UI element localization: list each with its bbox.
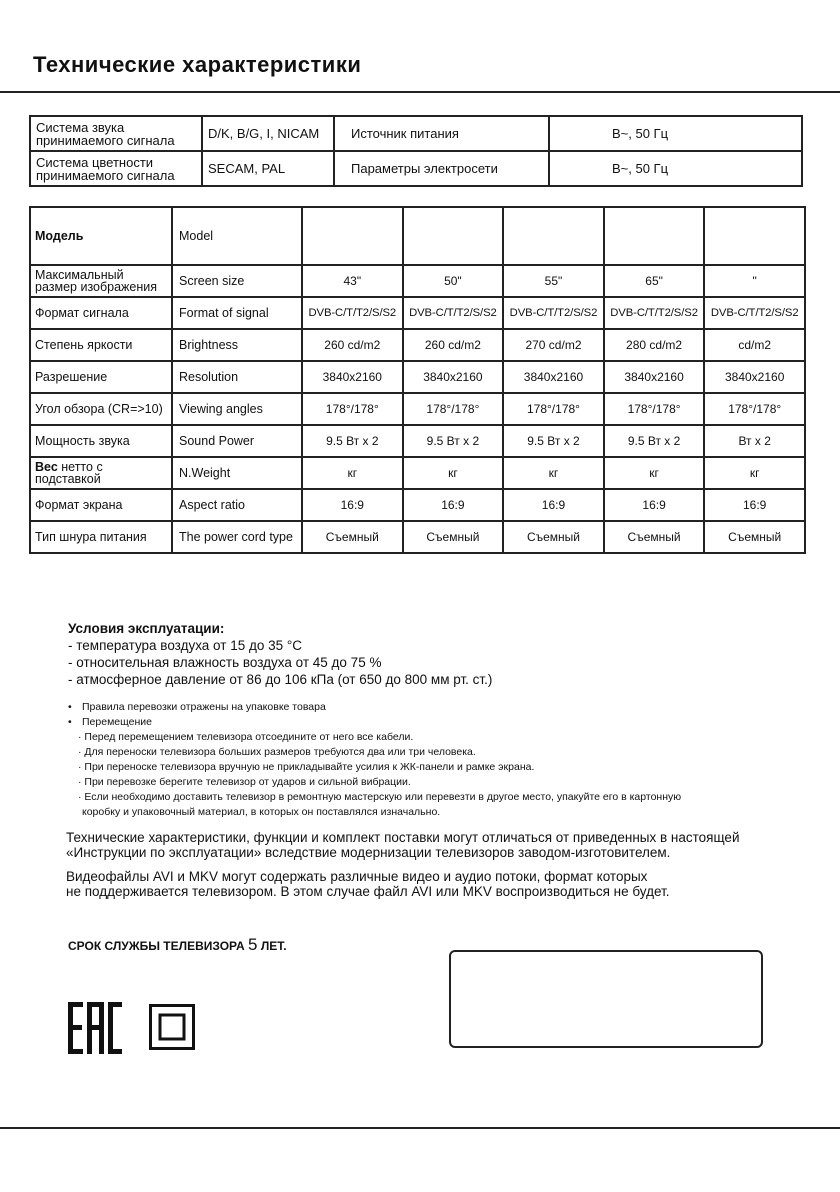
- spec-name-en: Brightness: [172, 329, 302, 361]
- table-row: [30, 521, 805, 553]
- spec-name-ru: Степень яркости: [30, 329, 172, 361]
- spec-name-ru: Максимальный размер изображения: [30, 265, 172, 297]
- mains-parameters-label: Параметры электросети: [334, 151, 549, 186]
- spec-value: DVB-C/T/T2/S/S2: [403, 297, 504, 329]
- table-row: [30, 151, 802, 186]
- signal-power-table: [29, 115, 803, 187]
- spec-value: cd/m2: [704, 329, 805, 361]
- specifications-table: [29, 206, 806, 554]
- spec-value: 16:9: [704, 489, 805, 521]
- page-title: Технические характеристики: [33, 52, 362, 77]
- spec-value: Съемный: [503, 521, 604, 553]
- spec-value: DVB-C/T/T2/S/S2: [503, 297, 604, 329]
- spec-name-ru: Тип шнура питания: [30, 521, 172, 553]
- spec-value: Съемный: [403, 521, 504, 553]
- spec-name-ru-bold: Вес: [35, 460, 58, 474]
- conditions-heading: Условия эксплуатации:: [68, 621, 225, 636]
- spec-value: 280 cd/m2: [604, 329, 705, 361]
- spec-value: [503, 207, 604, 265]
- spec-name-ru: Формат экрана: [30, 489, 172, 521]
- spec-value: кг: [503, 457, 604, 489]
- spec-value: 65": [604, 265, 705, 297]
- condition-item: - температура воздуха от 15 до 35 °С: [68, 638, 303, 653]
- spec-name-en: Screen size: [172, 265, 302, 297]
- sound-system-label: Система звука принимаемого сигнала: [30, 116, 202, 151]
- spec-value: 16:9: [302, 489, 403, 521]
- service-life: [68, 935, 287, 955]
- spec-value: 3840x2160: [403, 361, 504, 393]
- spec-value: 16:9: [403, 489, 504, 521]
- list-item: · При перевозке берегите телевизор от ударов и сильной вибрации.: [68, 775, 681, 790]
- spec-name-ru: [30, 457, 172, 489]
- table-row: [30, 457, 805, 489]
- spec-value: DVB-C/T/T2/S/S2: [604, 297, 705, 329]
- spec-value: [302, 207, 403, 265]
- list-item: · Если необходимо доставить телевизор в ремонтную мастерскую или перевезти в другое место, упакуйте его в картонную: [68, 790, 681, 805]
- eac-mark-icon: [68, 1002, 122, 1054]
- service-life-label: СРОК СЛУЖБЫ ТЕЛЕВИЗОРА: [68, 939, 245, 953]
- specs-change-notice: [66, 830, 739, 860]
- spec-value: 3840x2160: [704, 361, 805, 393]
- video-format-notice: [66, 869, 670, 899]
- spec-name-en: N.Weight: [172, 457, 302, 489]
- list-item: • Перемещение: [68, 715, 681, 730]
- spec-name-en: Resolution: [172, 361, 302, 393]
- spec-name-en: Aspect ratio: [172, 489, 302, 521]
- spec-value: [403, 207, 504, 265]
- table-row: [30, 116, 802, 151]
- spec-value: кг: [704, 457, 805, 489]
- spec-name-en: Model: [172, 207, 302, 265]
- spec-name-en: Sound Power: [172, 425, 302, 457]
- mains-parameters-value: В~, 50 Гц: [549, 151, 802, 186]
- spec-value: 260 cd/m2: [403, 329, 504, 361]
- table-row: [30, 329, 805, 361]
- power-source-value: В~, 50 Гц: [549, 116, 802, 151]
- spec-value: [604, 207, 705, 265]
- spec-value: Вт x 2: [704, 425, 805, 457]
- sound-system-value: D/K, B/G, I, NICAM: [202, 116, 334, 151]
- service-life-years: 5: [248, 935, 258, 954]
- list-item: · Перед перемещением телевизора отсоедините от него все кабели.: [68, 730, 681, 745]
- spec-value: 178°/178°: [704, 393, 805, 425]
- notice-line: Видеофайлы AVI и MKV могут содержать различные видео и аудио потоки, формат которых: [66, 869, 648, 884]
- operating-conditions: [68, 620, 492, 688]
- spec-value: 9.5 Вт x 2: [302, 425, 403, 457]
- table-row: [30, 361, 805, 393]
- table-row: [30, 297, 805, 329]
- spec-value: DVB-C/T/T2/S/S2: [302, 297, 403, 329]
- spec-value: 178°/178°: [604, 393, 705, 425]
- service-life-unit: ЛЕТ.: [260, 939, 287, 953]
- spec-name-ru: Формат сигнала: [30, 297, 172, 329]
- list-item-continuation: коробку и упаковочный материал, в которых он поставлялся изначально.: [82, 806, 441, 818]
- table-row: [30, 207, 805, 265]
- table-row: [30, 489, 805, 521]
- spec-name-en: Format of signal: [172, 297, 302, 329]
- spec-name-ru: Угол обзора (CR=>10): [30, 393, 172, 425]
- spec-value: 43": [302, 265, 403, 297]
- list-item: • Правила перевозки отражены на упаковке товара: [68, 700, 681, 715]
- spec-value: 9.5 Вт x 2: [604, 425, 705, 457]
- spec-value: Съемный: [302, 521, 403, 553]
- spec-name-ru: Мощность звука: [30, 425, 172, 457]
- spec-value: [704, 207, 805, 265]
- spec-value: Съемный: [604, 521, 705, 553]
- notice-line: Технические характеристики, функции и комплект поставки могут отличаться от приведенных в настоящей: [66, 830, 740, 845]
- power-source-label: Источник питания: [334, 116, 549, 151]
- spec-value: 3840x2160: [604, 361, 705, 393]
- spec-value: ": [704, 265, 805, 297]
- spec-value: 3840x2160: [503, 361, 604, 393]
- table-row: [30, 393, 805, 425]
- spec-value: кг: [604, 457, 705, 489]
- spec-value: 50": [403, 265, 504, 297]
- spec-name-en: Viewing angles: [172, 393, 302, 425]
- spec-value: 260 cd/m2: [302, 329, 403, 361]
- spec-value: 9.5 Вт x 2: [503, 425, 604, 457]
- top-divider: [0, 91, 840, 93]
- spec-value: 16:9: [503, 489, 604, 521]
- spec-value: 270 cd/m2: [503, 329, 604, 361]
- table-row: [30, 425, 805, 457]
- condition-item: - атмосферное давление от 86 до 106 кПа (от 650 до 800 мм рт. ст.): [68, 672, 493, 687]
- spec-value: 178°/178°: [302, 393, 403, 425]
- bottom-divider: [0, 1127, 840, 1129]
- notice-line: «Инструкции по эксплуатации» вследствие модернизации телевизоров заводом-изготовителем.: [66, 845, 671, 860]
- transport-instructions: [68, 700, 681, 820]
- spec-value: 9.5 Вт x 2: [403, 425, 504, 457]
- color-system-label: Система цветности принимаемого сигнала: [30, 151, 202, 186]
- list-item: · При переноске телевизора вручную не прикладывайте усилия к ЖК-панели и рамке экрана.: [68, 760, 681, 775]
- spec-value: 16:9: [604, 489, 705, 521]
- spec-name-en: The power cord type: [172, 521, 302, 553]
- color-system-value: SECAM, PAL: [202, 151, 334, 186]
- spec-name-ru: Модель: [30, 207, 172, 265]
- spec-value: 178°/178°: [403, 393, 504, 425]
- double-insulation-icon: [149, 1004, 195, 1050]
- spec-value: кг: [403, 457, 504, 489]
- spec-value: кг: [302, 457, 403, 489]
- blank-frame: [449, 950, 763, 1048]
- spec-value: 3840x2160: [302, 361, 403, 393]
- spec-value: 178°/178°: [503, 393, 604, 425]
- list-item: · Для переноски телевизора больших размеров требуются два или три человека.: [68, 745, 681, 760]
- spec-name-ru: Разрешение: [30, 361, 172, 393]
- spec-value: 55": [503, 265, 604, 297]
- table-row: [30, 265, 805, 297]
- spec-value: DVB-C/T/T2/S/S2: [704, 297, 805, 329]
- spec-value: Съемный: [704, 521, 805, 553]
- notice-line: не поддерживается телевизором. В этом случае файл AVI или MKV воспроизводиться не будет.: [66, 884, 670, 899]
- spec-name-ru-rest: нетто с подставкой: [35, 460, 103, 486]
- condition-item: - относительная влажность воздуха от 45 до 75 %: [68, 655, 382, 670]
